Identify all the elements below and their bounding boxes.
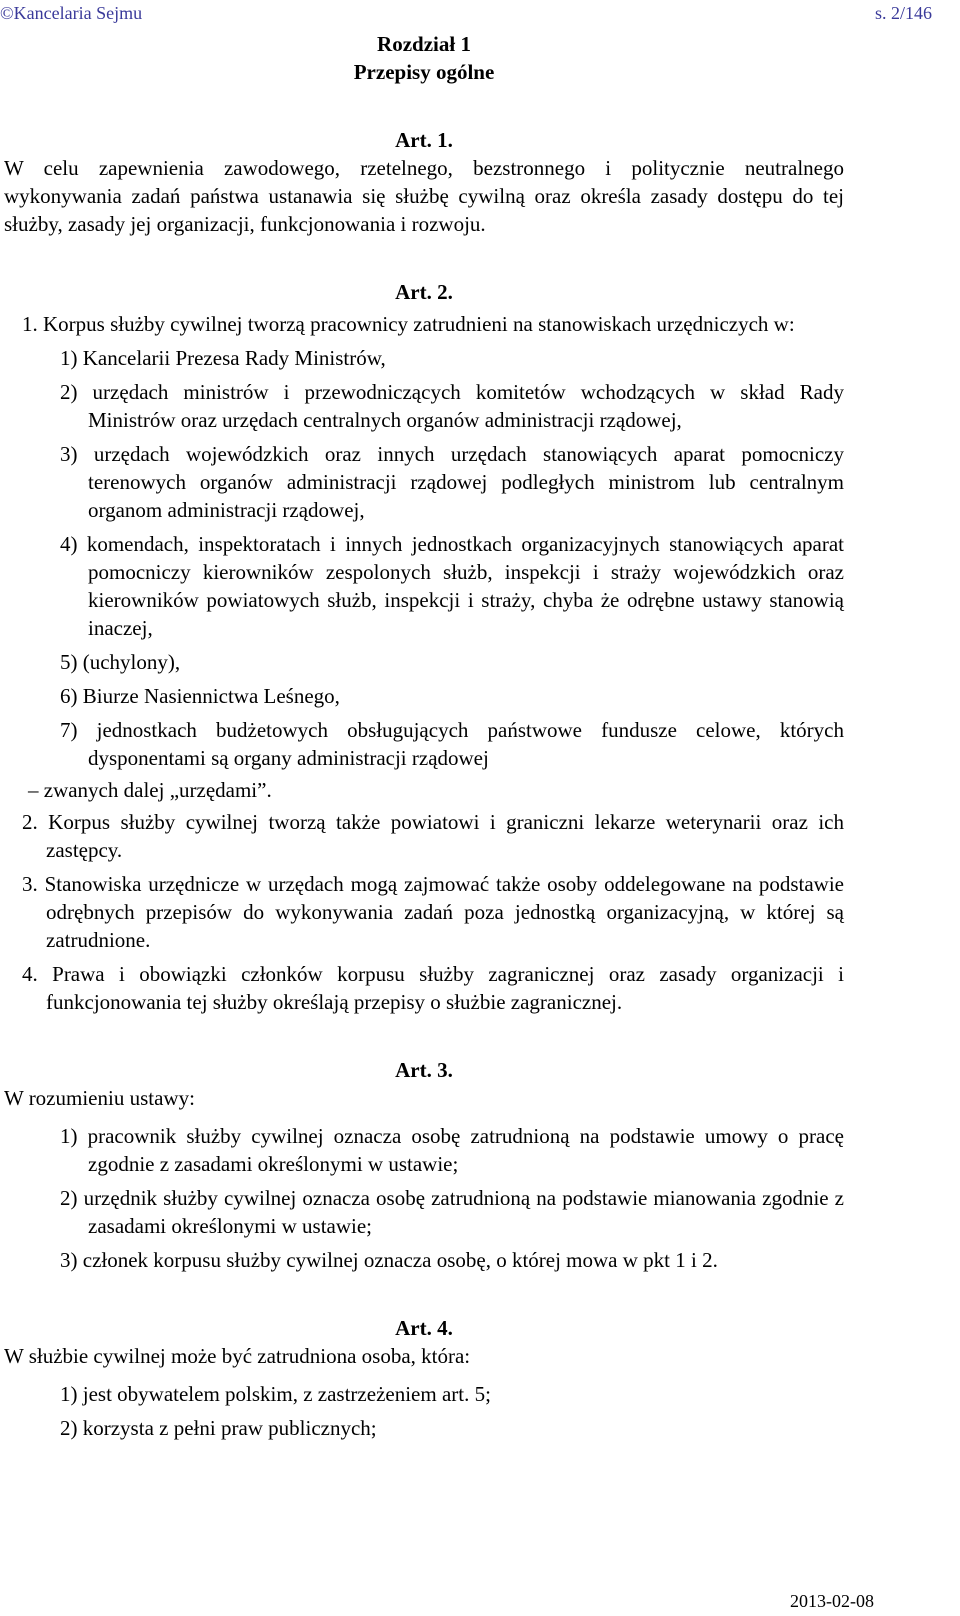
art2-item-3: 3) urzędach wojewódzkich oraz innych urzędach stanowiących aparat pomocniczy terenowych organów administracji rządowej podległych ministrom lub centralnym organom administracji rządowej, bbox=[60, 442, 844, 522]
art2-item-6: 6) Biurze Nasiennictwa Leśnego, bbox=[60, 684, 340, 708]
art1-text: W celu zapewnienia zawodowego, rzetelnego, bezstronnego i politycznie neutralnego wykonywania zadań państwa ustanawia się służbę cywilną oraz określa zasady dostępu do tej służby, zasady jej organizacji, funkcjonowania i rozwoju. bbox=[4, 156, 844, 236]
art4-item-1: 1) jest obywatelem polskim, z zastrzeżeniem art. 5; bbox=[60, 1382, 491, 1406]
art2-item-2: 2) urzędach ministrów i przewodniczących komitetów wchodzących w skład Rady Ministrów oraz urzędach centralnych organów administracji rządowej, bbox=[60, 380, 844, 432]
chapter-title: Przepisy ogólne bbox=[353, 60, 495, 84]
art2-item-7: 7) jednostkach budżetowych obsługujących państwowe fundusze celowe, których dysponentami są organy administracji rządowej bbox=[60, 718, 844, 770]
art3-item-3: 3) członek korpusu służby cywilnej oznacza osobę, o której mowa w pkt 1 i 2. bbox=[60, 1248, 718, 1272]
art3-item-2: 2) urzędnik służby cywilnej oznacza osobę zatrudnioną na podstawie mianowania zgodnie z zasadami określonymi w ustawie; bbox=[60, 1186, 844, 1238]
art4-intro: W służbie cywilnej może być zatrudniona osoba, która: bbox=[4, 1344, 471, 1368]
document-body bbox=[4, 30, 844, 1442]
chapter-number: Rozdział 1 bbox=[377, 32, 471, 56]
art4-heading: Art. 4. bbox=[395, 1316, 453, 1340]
art2-ust2: 2. Korpus służby cywilnej tworzą także powiatowi i graniczni lekarze weterynarii oraz ich zastępcy. bbox=[22, 810, 844, 862]
header-page-number: s. 2/146 bbox=[874, 3, 932, 23]
art2-ust4: 4. Prawa i obowiązki członków korpusu służby zagranicznej oraz zasady organizacji i funkcjonowania tej służby określają przepisy o służbie zagranicznej. bbox=[22, 962, 844, 1014]
art2-ust3: 3. Stanowiska urzędnicze w urzędach mogą zajmować także osoby oddelegowane na podstawie odrębnych przepisów do wykonywania zadań poza jednostką organizacyjną, w której są zatrudnione. bbox=[22, 872, 844, 952]
art2-ust1: 1. Korpus służby cywilnej tworzą pracownicy zatrudnieni na stanowiskach urzędniczych w: bbox=[22, 312, 795, 336]
art2-item-5: 5) (uchylony), bbox=[60, 650, 181, 674]
art3-intro: W rozumieniu ustawy: bbox=[4, 1086, 195, 1110]
art2-item-1: 1) Kancelarii Prezesa Rady Ministrów, bbox=[60, 346, 386, 370]
art2-heading: Art. 2. bbox=[395, 280, 453, 304]
art3-item-1: 1) pracownik służby cywilnej oznacza osobę zatrudnioną na podstawie umowy o pracę zgodnie z zasadami określonymi w ustawie; bbox=[60, 1124, 844, 1176]
footer-date: 2013-02-08 bbox=[790, 1591, 874, 1611]
art4-item-2: 2) korzysta z pełni praw publicznych; bbox=[60, 1416, 377, 1440]
art1-heading: Art. 1. bbox=[395, 128, 453, 152]
art3-heading: Art. 3. bbox=[395, 1058, 453, 1082]
art2-tail: – zwanych dalej „urzędami”. bbox=[28, 778, 272, 802]
art2-item-4: 4) komendach, inspektoratach i innych jednostkach organizacyjnych stanowiących aparat pomocniczy kierowników zespolonych służb, inspekcji i straży wojewódzkich oraz kierowników powiatowych służb, inspekcji i straży, chyba że odrębne ustawy stanowią inaczej, bbox=[60, 532, 844, 640]
header-source: ©Kancelaria Sejmu bbox=[0, 3, 143, 23]
